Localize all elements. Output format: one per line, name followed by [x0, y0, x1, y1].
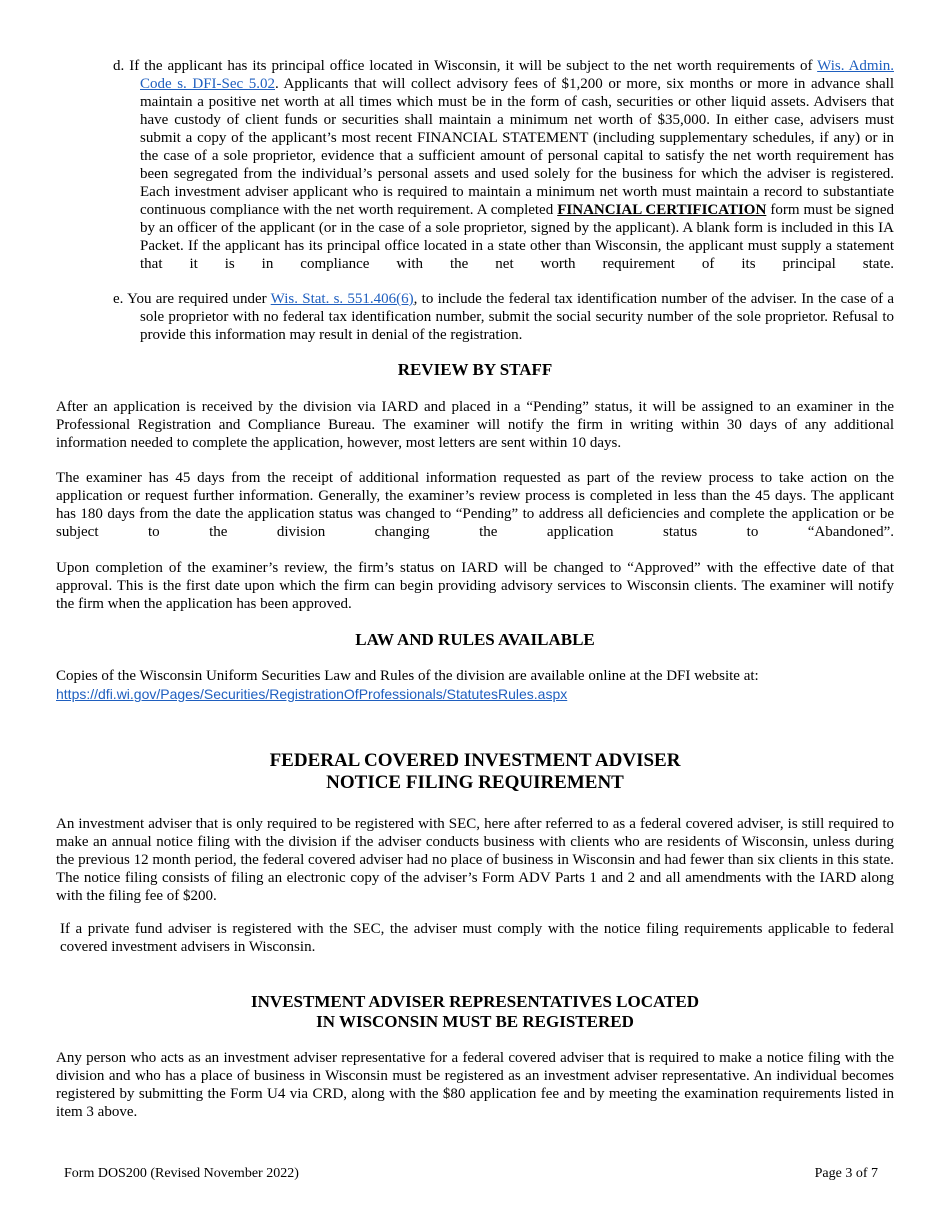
item-d-text-2: . Applicants that will collect advisory fees of $1,200 or more, six months or more in advance shall maintain a positive net worth at all times which must be in the form of cash, securities or other liquid assets. Advisers that have custody of client funds or securities shall maintain a minimum net worth of $35,000. In either case, advisers must submit a copy of the applicant’s most recent FINANCIAL STATEMENT (including supplementary schedules, if any) or in the case of a sole proprietor, evidence that a sufficient amount of personal capital to satisfy the net worth requirement has been segregated from the individual’s personal assets and used solely for the business for which the adviser is registered. Each investment adviser applicant who is required to maintain a minimum net worth must maintain a record to substantiate continuous compliance with the net worth requirement. A completed	[140, 76, 895, 218]
dfi-sec-code-link[interactable]: Wis. Admin. Code s. DFI-Sec 5.02	[140, 58, 894, 92]
item-d-marker: d.	[113, 58, 125, 74]
representatives-paragraph: Any person who acts as an investment adviser representative for a federal covered adviser that is required to make a notice filing with the division and who has a place of business in Wisconsin must be registered as an investment adviser representative. An individual becomes registered by submitting the Form U4 via CRD, along with the $80 application fee and by meeting the examination requirements listed in item 3 above.	[56, 1050, 894, 1120]
federal-heading	[56, 750, 894, 794]
item-e-text-1: You are required under	[127, 291, 267, 307]
item-d-paragraph	[113, 57, 894, 273]
statutes-rules-url-link[interactable]: https://dfi.wi.gov/Pages/Securities/RegistrationOfProfessionals/StatutesRules.aspx	[56, 686, 568, 702]
footer-page-number: Page 3 of 7	[814, 1166, 878, 1181]
review-heading: REVIEW BY STAFF	[397, 360, 553, 379]
item-d-text-3: form must be signed by an officer of the applicant (or in the case of a sole proprietor, signed by the applicant). A blank form is included in this IA Packet. If the applicant has its principal office located in a state other than Wisconsin, the applicant must supply a statement that it is in compliance with the net worth requirement of its principal state.	[140, 202, 895, 272]
wis-stat-link[interactable]: Wis. Stat. s. 551.406(6)	[270, 291, 414, 307]
representatives-heading-line-2: IN WISCONSIN MUST BE REGISTERED	[316, 1012, 634, 1031]
representatives-heading	[56, 992, 894, 1032]
item-e-text-2: , to include the federal tax identification number of the adviser. In the case of a sole proprietor with no federal tax identification number, submit the social security number of the sole proprietor. Refusal to provide this information may result in denial of the registration.	[140, 291, 894, 343]
footer-form-id: Form DOS200 (Revised November 2022)	[64, 1166, 299, 1181]
federal-heading-line-1: FEDERAL COVERED INVESTMENT ADVISER	[269, 750, 681, 771]
item-e-paragraph	[113, 290, 894, 344]
law-paragraph	[56, 667, 894, 704]
law-heading: LAW AND RULES AVAILABLE	[355, 630, 595, 649]
federal-paragraph-2: If a private fund adviser is registered with the SEC, the adviser must comply with the notice filing requirements applicable to federal covered investment advisers in Wisconsin.	[60, 921, 894, 955]
representatives-heading-line-1: INVESTMENT ADVISER REPRESENTATIVES LOCATED	[251, 992, 699, 1011]
law-text: Copies of the Wisconsin Uniform Securities Law and Rules of the division are available online at the DFI website at:	[56, 668, 759, 684]
review-paragraph-1: After an application is received by the division via IARD and placed in a “Pending” status, it will be assigned to an examiner in the Professional Registration and Compliance Bureau. The examiner will notify the firm in writing within 30 days of any additional information needed to complete the application, however, most letters are sent within 10 days.	[56, 399, 894, 451]
federal-paragraph-1: An investment adviser that is only required to be registered with SEC, here after referred to as a federal covered adviser, is still required to make an annual notice filing with the division if the adviser conducts business with clients who are residents of Wisconsin, unless during the previous 12 month period, the federal covered adviser had no place of business in Wisconsin and had fewer than six clients in this state. The notice filing consists of filing an electronic copy of the adviser’s Form ADV Parts 1 and 2 and all amendments with the IARD along with the filing fee of $200.	[56, 816, 894, 904]
financial-certification-emphasis: FINANCIAL CERTIFICATION	[557, 202, 767, 218]
federal-heading-line-2: NOTICE FILING REQUIREMENT	[326, 772, 624, 793]
review-paragraph-3: Upon completion of the examiner’s review, the firm’s status on IARD will be changed to “Approved” with the effective date of that approval. This is the first date upon which the firm can begin providing advisory services to Wisconsin clients. The examiner will notify the firm when the application has been approved.	[56, 560, 894, 612]
item-d-text-1: If the applicant has its principal office located in Wisconsin, it will be subject to the net worth requirements of	[129, 58, 813, 74]
item-e-marker: e.	[113, 291, 124, 307]
review-paragraph-2: The examiner has 45 days from the receipt of additional information requested as part of the review process to take action on the application or request further information. Generally, the examiner’s review process is completed in less than the 45 days. The applicant has 180 days from the date the application status was changed to “Pending” to address all deficiencies and complete the application or be subject to the division changing the application status to “Abandoned”.	[56, 470, 894, 540]
